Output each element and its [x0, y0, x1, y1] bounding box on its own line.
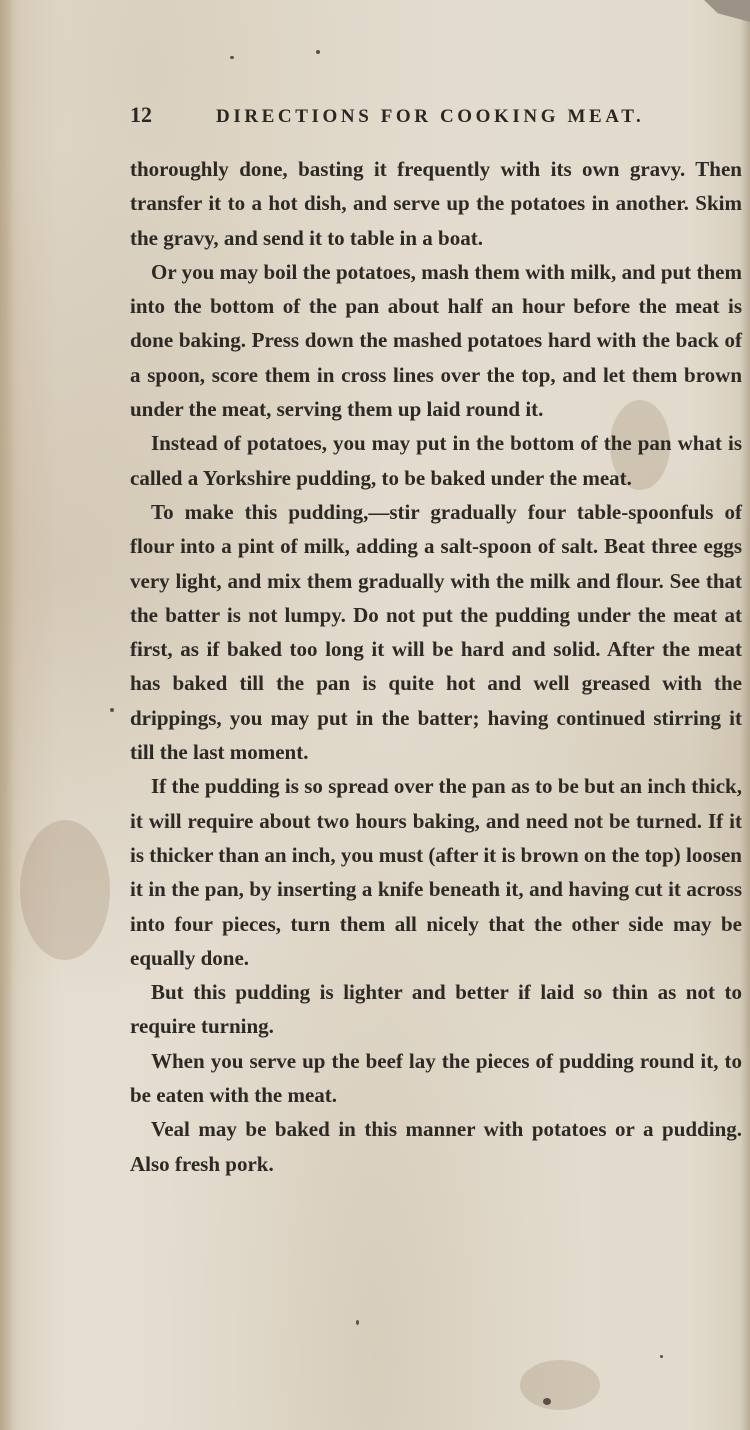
paragraph: thoroughly done, basting it frequently with its own gravy. Then transfer it to a hot dish, and serve up the potatoes in another. Skim the gravy, and send it to table in a boat.	[130, 157, 742, 250]
paragraph: Veal may be baked in this manner with potatoes or a pudding. Also fresh pork.	[130, 1117, 742, 1176]
ink-speck	[543, 1398, 551, 1405]
ink-speck	[230, 56, 234, 59]
paragraph: If the pudding is so spread over the pan as to be but an inch thick, it will require about two hours baking, and need not be turned. If it is thicker than an inch, you must (after it is brown on the top) loosen it in the pan, by inserting a knife beneath it, and having cut it across into four pieces, turn them all nicely that the other side may be equally done.	[130, 774, 742, 970]
paper-stain	[20, 820, 110, 960]
body-text	[130, 152, 742, 1181]
ink-speck	[110, 708, 114, 712]
page-header	[130, 102, 742, 134]
paragraph: Instead of potatoes, you may put in the bottom of the pan what is called a Yorkshire pudding, to be baked under the meat.	[130, 431, 742, 490]
paragraph: But this pudding is lighter and better if laid so thin as not to require turning.	[130, 980, 742, 1039]
page-binding-shadow	[0, 0, 14, 1430]
paper-stain	[520, 1360, 600, 1410]
ink-speck	[660, 1355, 663, 1358]
ink-speck	[356, 1320, 359, 1325]
paragraph: To make this pudding,—stir gradually four table-spoonfuls of flour into a pint of milk, adding a salt-spoon of salt. Beat three eggs very light, and mix them gradually with the milk and flour. See that the batter is not lumpy. Do not put the pudding under the meat at first, as if baked too long it will be hard and solid. After the meat has baked till the pan is quite hot and well greased with the drippings, you may put in the batter; having continued stirring it till the last moment.	[130, 499, 742, 765]
page-number: 12	[130, 102, 152, 127]
paragraph: When you serve up the beef lay the pieces of pudding round it, to be eaten with the meat.	[130, 1048, 742, 1108]
running-head: DIRECTIONS FOR COOKING MEAT.	[216, 106, 645, 127]
ink-speck	[316, 50, 320, 54]
paragraph: Or you may boil the potatoes, mash them with milk, and put them into the bottom of the pan about half an hour before the meat is done baking. Press down the mashed potatoes hard with the back of a spoon, score them in cross lines over the top, and let them brown under the meat, serving them up laid round it.	[130, 259, 742, 422]
torn-corner	[704, 0, 750, 22]
